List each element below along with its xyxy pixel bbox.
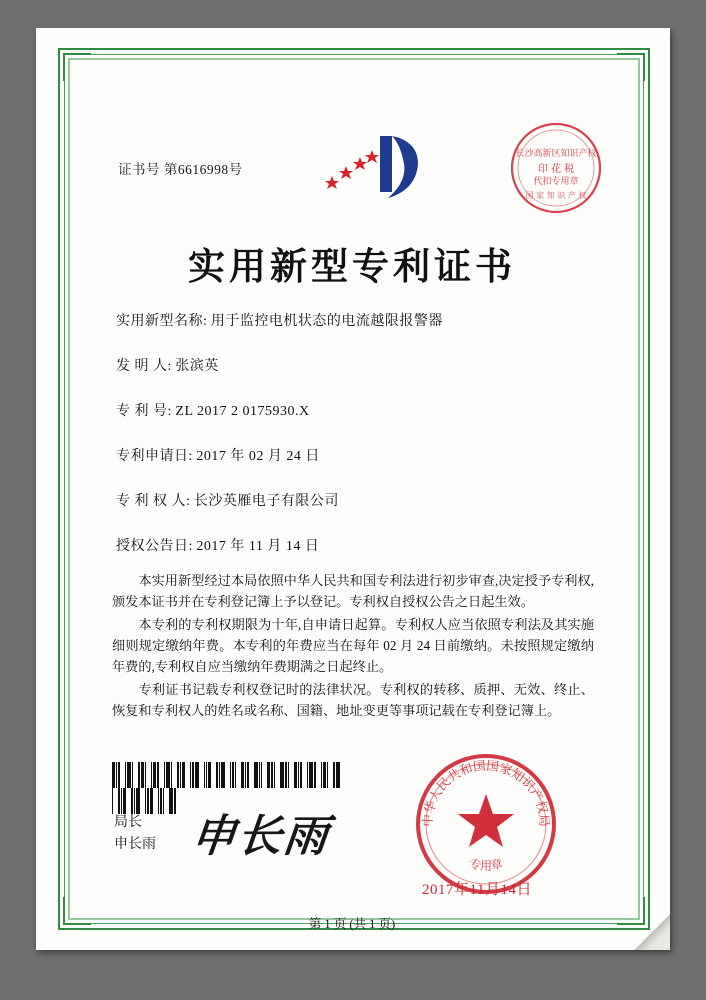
svg-text:长沙高新区知识产权: 长沙高新区知识产权	[515, 149, 597, 159]
field-row-grant-date	[116, 535, 586, 555]
legal-paragraph: 本专利的专利权期限为十年,自申请日起算。专利权人应当依照专利法及其实施细则规定缴纳年费。本专利的年费应当在每年 02 月 24 日前缴纳。未按照规定缴纳年费的,专利权自应当缴纳年费期满之日起终止。	[112, 617, 594, 674]
legal-paragraph: 专利证书记载专利权登记时的法律状况。专利权的转移、质押、无效、终止、恢复和专利权人的姓名或名称、国籍、地址变更等事项记载在专利登记簿上。	[112, 682, 594, 718]
field-row-patent-number	[116, 400, 586, 420]
field-value: 张滨英	[175, 359, 219, 374]
field-value: 2017 年 11 月 14 日	[196, 539, 320, 554]
certificate-page	[36, 28, 670, 950]
document-title: 实用新型专利证书	[188, 244, 516, 288]
field-value: ZL 2017 2 0175930.X	[175, 404, 310, 419]
field-row-invention-name	[116, 310, 586, 330]
tax-stamp-seal	[508, 120, 604, 216]
field-row-inventor	[116, 355, 586, 375]
handwritten-signature: 申长雨	[188, 811, 333, 862]
svg-text:印 花 税: 印 花 税	[537, 164, 575, 175]
legal-paragraph: 本实用新型经过本局依照中华人民共和国专利法进行初步审查,决定授予专利权,颁发本证书并在专利登记簿上予以登记。专利权自授权公告之日起生效。	[112, 573, 594, 609]
field-value: 长沙英雁电子有限公司	[193, 494, 339, 509]
cnipa-logo-icon	[318, 130, 430, 210]
svg-text:中华人民共和国国家知识产权局: 中华人民共和国国家知识产权局	[419, 757, 553, 828]
barcode	[112, 762, 342, 788]
legal-text-block	[112, 570, 594, 723]
field-value: 用于监控电机状态的电流越限报警器	[210, 314, 443, 329]
director-name-label: 申长雨	[114, 837, 156, 852]
svg-text:代扣专用章: 代扣专用章	[533, 177, 579, 187]
field-value: 2017 年 02 月 24 日	[196, 449, 320, 464]
field-label: 专 利 权 人:	[116, 494, 191, 509]
svg-text:国 家 知 识 产 权: 国 家 知 识 产 权	[525, 191, 587, 200]
field-list	[116, 310, 586, 580]
field-label: 实用新型名称:	[116, 314, 208, 329]
certificate-content	[82, 72, 622, 931]
field-label: 专利申请日:	[116, 449, 193, 464]
field-label: 授权公告日:	[116, 539, 193, 554]
signature-block	[114, 812, 156, 856]
field-label: 专 利 号:	[116, 404, 172, 419]
certificate-number: 证书号 第6616998号	[118, 162, 243, 177]
svg-text:专用章: 专用章	[467, 856, 505, 873]
seal-date: 2017年11月14日	[422, 882, 532, 898]
page-footer: 第 1 页 (共 1 页)	[308, 917, 396, 931]
field-row-application-date	[116, 445, 586, 465]
national-ip-office-seal	[412, 750, 560, 898]
director-title-label: 局长	[114, 815, 142, 830]
field-row-patentee	[116, 490, 586, 510]
field-label: 发 明 人:	[116, 359, 172, 374]
